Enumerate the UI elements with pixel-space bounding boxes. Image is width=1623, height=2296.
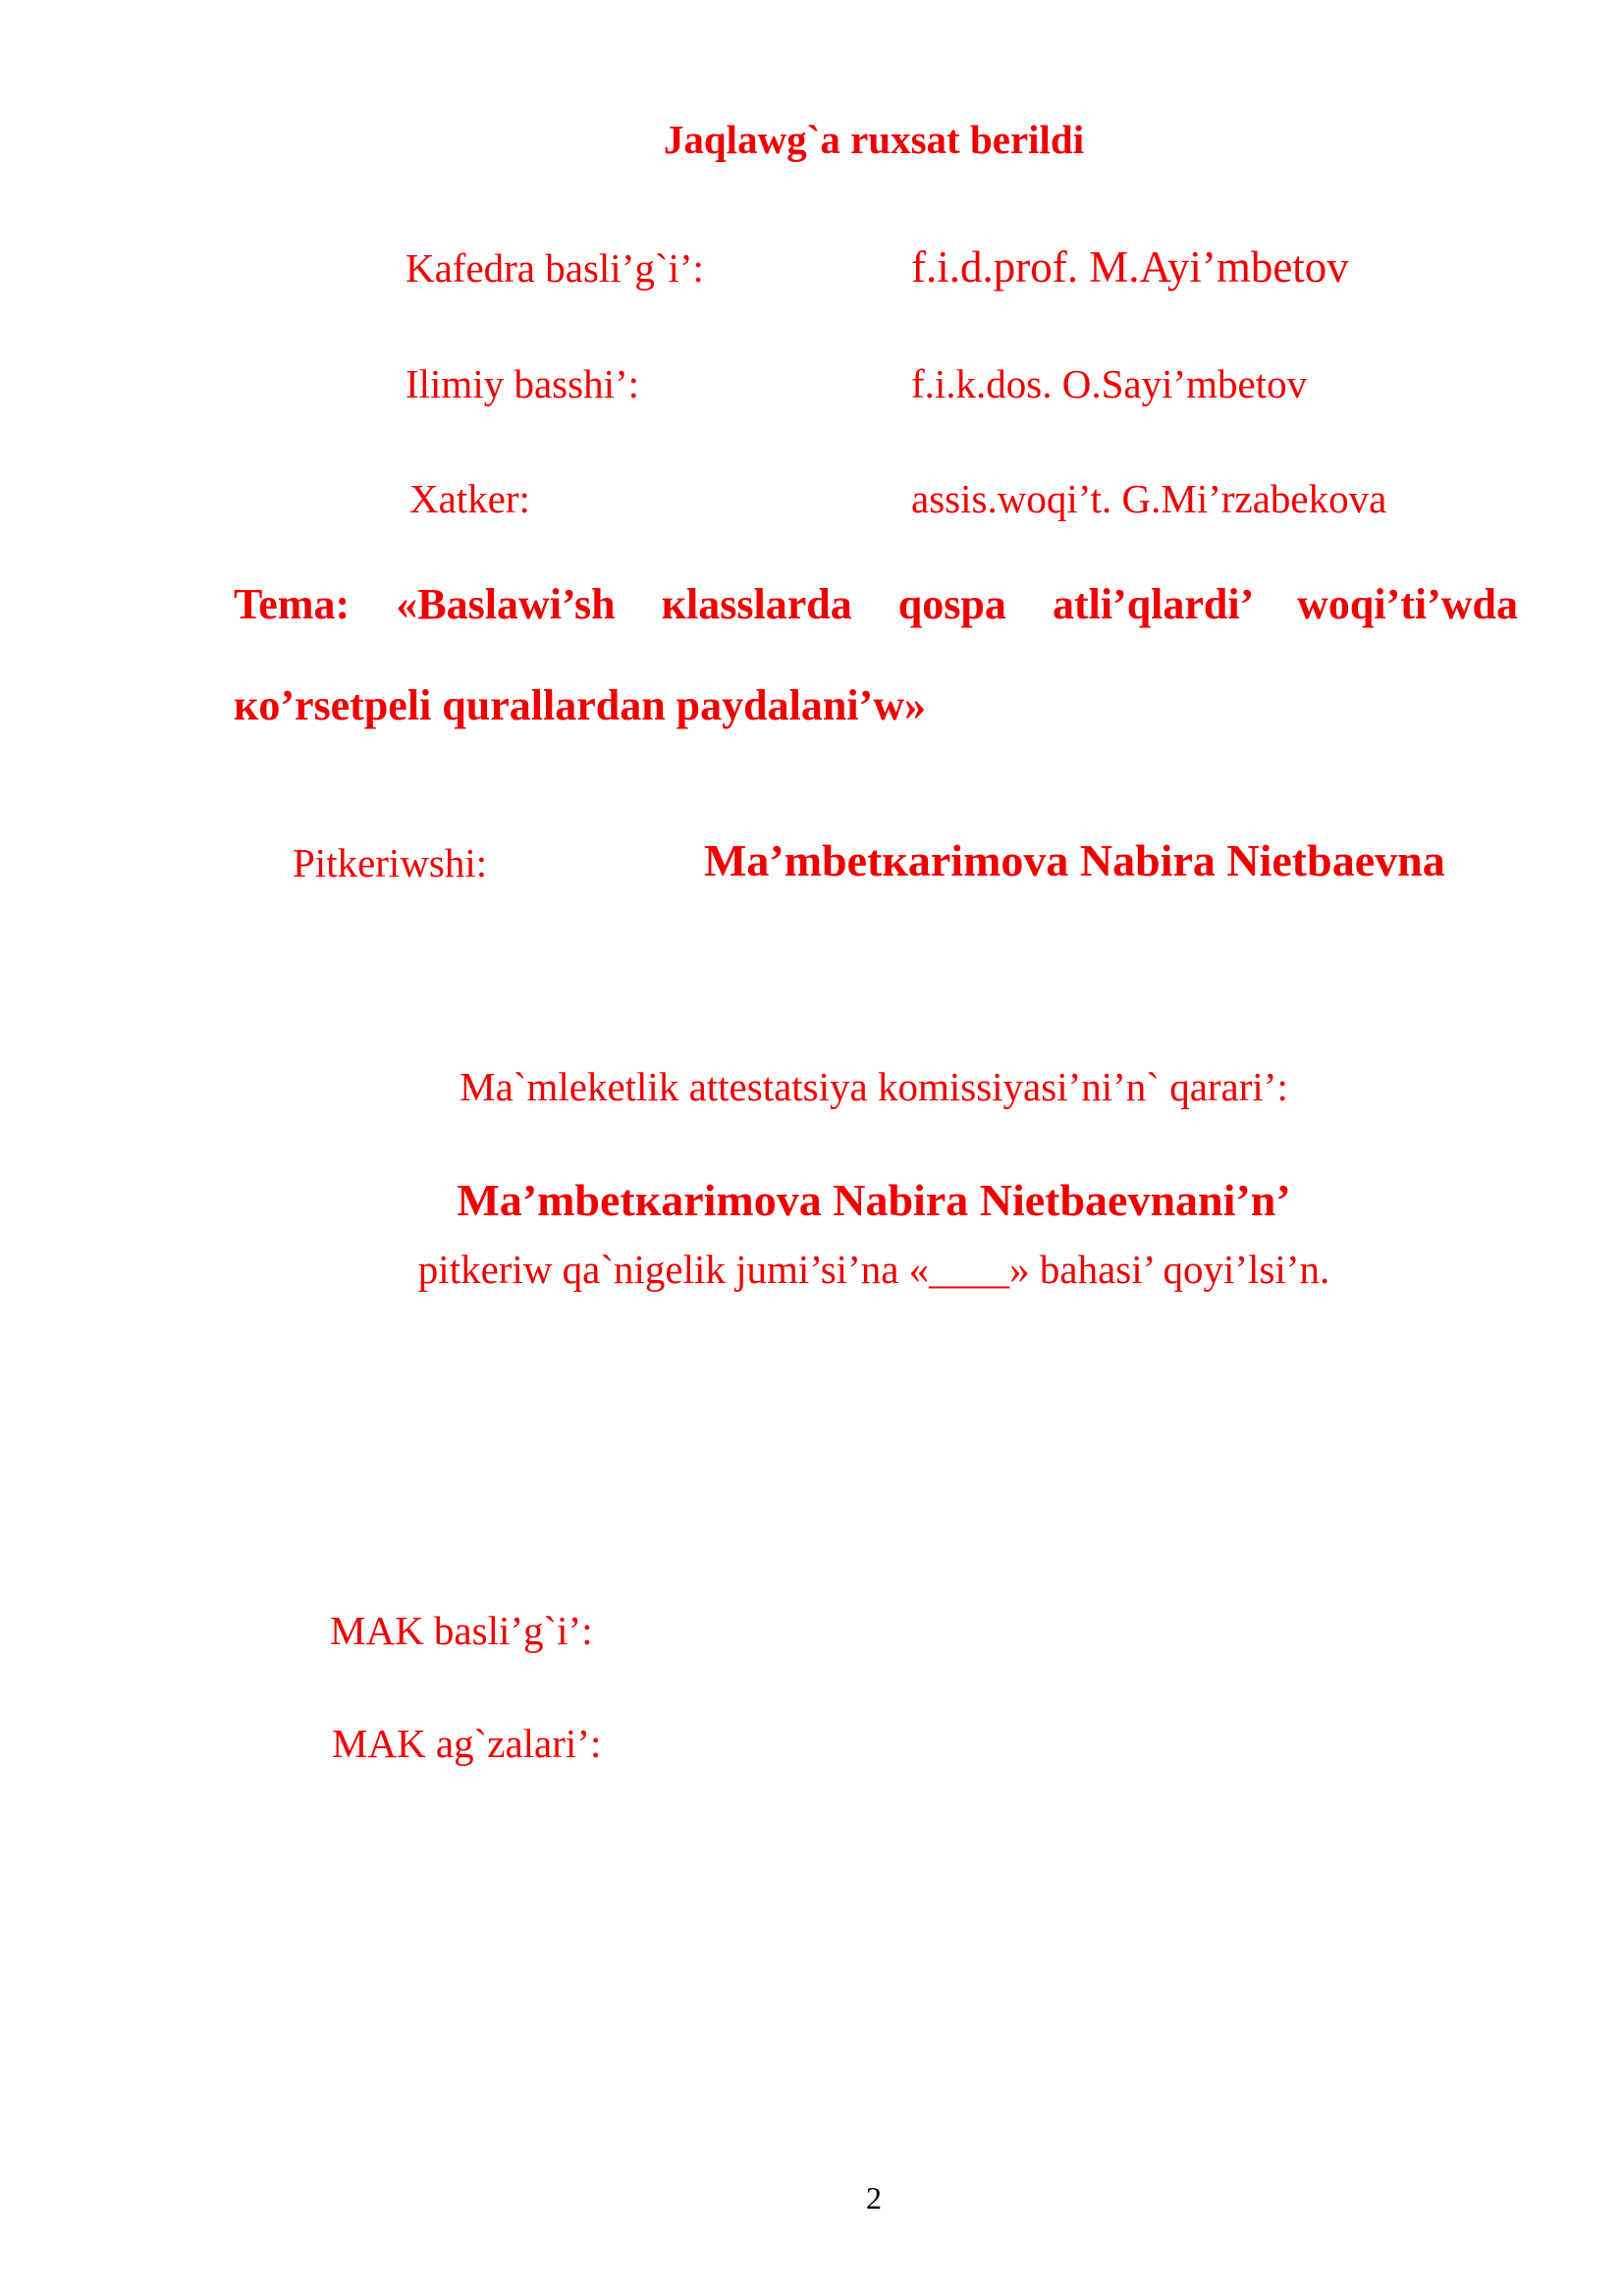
secretary-label: Xatker: (409, 476, 530, 521)
topic-line-1 (234, 579, 1518, 629)
secretary-value: assis.woqi’t. G.Mi’rzabekova (911, 476, 1387, 521)
head-of-department-label: Kafedra basli’g`i’: (406, 245, 704, 291)
approval-heading: Jaqlawg`a ruxsat berildi (663, 117, 1085, 162)
decision-student-name: Ma’mbetкarimova Nabira Nietbaevnani’n’ (457, 1175, 1291, 1225)
author-name: Ma’mbetкarimova Nabira Nietbaevna (704, 835, 1445, 885)
scientific-supervisor-value: f.i.k.dos. O.Sayi’mbetov (911, 361, 1308, 406)
commission-members-label: MAK ag`zalari’: (332, 1721, 602, 1766)
commission-decision-title: Ma`mleketlik attestatsiya komissiyasi’ni’n` qarari’: (460, 1064, 1288, 1109)
head-of-department-value: f.i.d.prof. M.Ayi’mbetov (911, 242, 1349, 292)
topic-title-part-1: «Baslawi’sh кlasslarda qospa atli’qlardi’ woqi’ti’wda (396, 580, 1518, 628)
author-label: Pitkeriwshi: (293, 840, 488, 885)
scientific-supervisor-label: Ilimiy basshi’: (406, 361, 640, 406)
decision-grade-text: pitkeriw qa`nigelik jumi’si’na «____» bahasi’ qoyi’lsi’n. (417, 1247, 1330, 1292)
commission-chair-label: MAK basli’g`i’: (330, 1608, 593, 1653)
page-number: 2 (866, 2180, 882, 2216)
topic-prefix: Tema: (234, 580, 351, 628)
topic-title-part-2: кo’rsetpeli qurallardan paydalani’w» (234, 681, 926, 729)
